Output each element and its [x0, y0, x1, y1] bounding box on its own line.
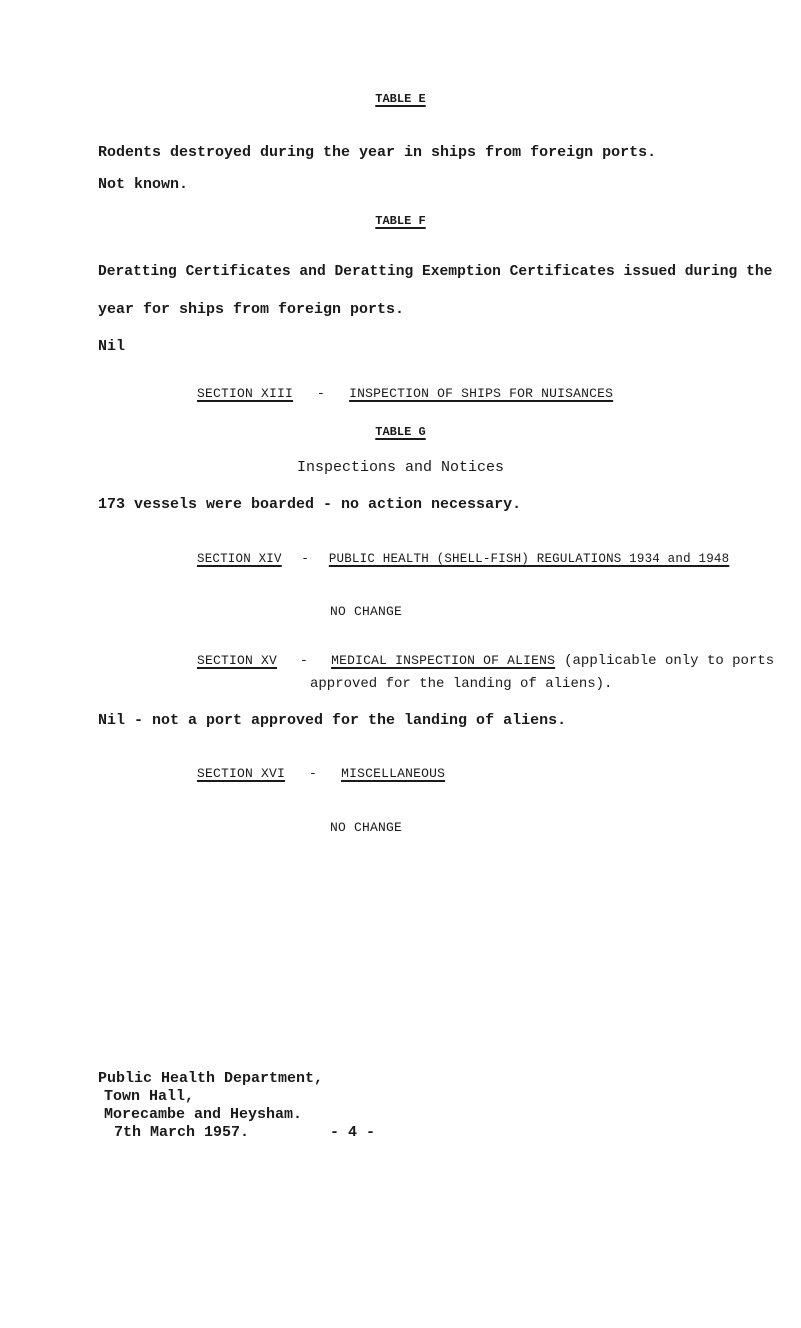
section-13-heading-row [197, 386, 613, 401]
table-e-value: Not known. [98, 176, 189, 193]
section-14-dash: - [301, 552, 310, 566]
section-16-heading: SECTION XVI [197, 766, 286, 781]
section-16-heading-row [197, 766, 445, 781]
footer-line3: Morecambe and Heysham. [104, 1106, 303, 1123]
section-15-note-line1: (applicable only to ports [564, 653, 775, 669]
table-g-title: TABLE G [375, 425, 426, 439]
section-15-heading-row [197, 652, 774, 669]
section-15-dash: - [300, 653, 309, 668]
section-16-text: NO CHANGE [330, 820, 403, 835]
footer-line1: Public Health Department, [98, 1070, 324, 1087]
section-14-text: NO CHANGE [330, 604, 403, 619]
section-15-title: MEDICAL INSPECTION OF ALIENS [331, 653, 556, 668]
table-e-title: TABLE E [375, 92, 426, 106]
section-14-title: PUBLIC HEALTH (SHELL-FISH) REGULATIONS 1934 and 1948 [328, 552, 730, 566]
section-14-heading: SECTION XIV [197, 552, 282, 566]
footer-line2: Town Hall, [104, 1088, 195, 1105]
section-16-title: MISCELLANEOUS [341, 766, 446, 781]
section-13-text: 173 vessels were boarded - no action necessary. [98, 496, 522, 513]
table-f-text-line1: Deratting Certificates and Deratting Exemption Certificates issued during the [98, 264, 773, 280]
table-e-text: Rodents destroyed during the year in ships from foreign ports. [98, 144, 657, 161]
footer-line4: 7th March 1957. [114, 1124, 250, 1141]
section-13-dash: - [317, 386, 326, 401]
table-f-title: TABLE F [375, 214, 426, 228]
section-15-text: Nil - not a port approved for the landing of aliens. [98, 712, 567, 729]
section-16-dash: - [309, 766, 318, 781]
section-15-heading: SECTION XV [197, 653, 278, 668]
section-14-heading-row [197, 552, 729, 566]
section-15-note-line2: approved for the landing of aliens). [310, 676, 613, 692]
section-13-heading: SECTION XIII [197, 386, 294, 401]
page-number: - 4 - [330, 1124, 376, 1141]
table-g-subtitle: Inspections and Notices [296, 459, 505, 476]
table-f-value: Nil [98, 338, 126, 355]
table-f-text-line2: year for ships from foreign ports. [98, 301, 405, 318]
section-13-title: INSPECTION OF SHIPS FOR NUISANCES [349, 386, 614, 401]
